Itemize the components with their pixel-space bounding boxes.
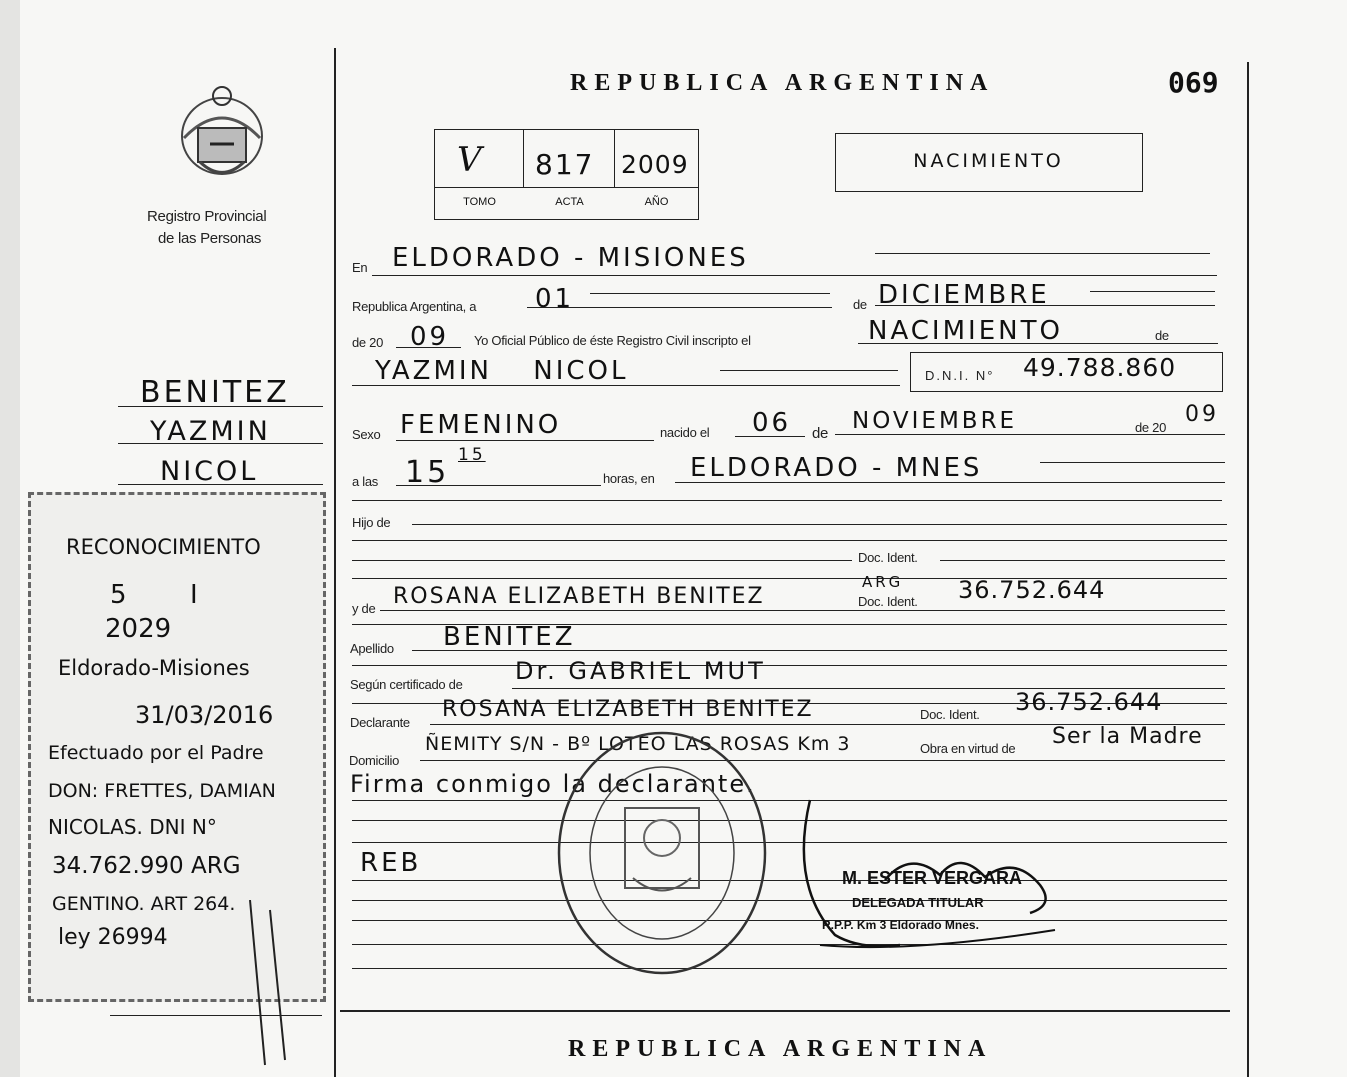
rule <box>875 305 1215 306</box>
page-left-edge <box>0 0 20 1077</box>
value-domicilio: ÑEMITY S/N - Bº LOTEO LAS ROSAS Km 3 <box>425 733 851 755</box>
folio-number: 069 <box>1168 66 1219 99</box>
country-header: REPUBLICA ARGENTINA <box>570 70 995 96</box>
margin-note-line3: NICOLAS. DNI N° <box>48 815 217 839</box>
stamp-title: RECONOCIMIENTO <box>66 535 261 559</box>
official-seal <box>555 728 770 978</box>
label-doc-ident-3: Doc. Ident. <box>920 707 980 722</box>
act-type: NACIMIENTO <box>913 150 1064 172</box>
margin-note-line1: Efectuado por el Padre <box>48 742 264 764</box>
rule <box>352 665 1227 666</box>
rule <box>352 540 1227 541</box>
margin-underline <box>118 484 323 485</box>
value-dia: 01 <box>535 284 575 314</box>
margin-firstname-2: NICOL <box>160 456 259 487</box>
label-de-mes: de <box>853 297 867 312</box>
rule <box>835 434 1225 435</box>
value-madre-nac: ARG <box>862 573 904 591</box>
stamp-lugar: Eldorado-Misiones <box>58 656 250 680</box>
rule <box>396 440 654 441</box>
signature-office: R.P.P. Km 3 Eldorado Mnes. <box>822 918 979 932</box>
page-right-rule <box>1247 62 1249 1077</box>
acta-label: ACTA <box>555 196 584 208</box>
stamp-acta: 2029 <box>105 614 172 644</box>
rule <box>340 1010 1230 1012</box>
margin-surname: BENITEZ <box>140 375 290 410</box>
label-domicilio: Domicilio <box>349 753 400 768</box>
value-firma: Firma conmigo la declarante. <box>350 770 756 798</box>
label-de-20-b: de 20 <box>1135 420 1167 435</box>
rule <box>420 760 1225 761</box>
rule <box>720 370 898 371</box>
label-obra: Obra en virtud de <box>920 741 1016 756</box>
registry-line1: Registro Provincial <box>147 208 267 225</box>
label-a-las: a las <box>352 474 378 489</box>
rule <box>352 560 852 561</box>
label-de-after: de <box>1155 328 1169 343</box>
rule <box>352 500 1222 501</box>
label-de-mes2: de <box>812 425 829 442</box>
ano-label: AÑO <box>644 196 669 208</box>
margin-rule <box>334 48 336 1077</box>
value-lugar-nac: ELDORADO - MNES <box>690 453 983 483</box>
value-dni: 49.788.860 <box>1023 353 1177 382</box>
value-rubrica: REB <box>360 848 422 878</box>
value-madre-doc: 36.752.644 <box>958 576 1106 604</box>
rule <box>940 560 1225 561</box>
margin-firstname-1: YAZMIN <box>150 416 271 447</box>
rule <box>396 347 461 348</box>
value-madre: ROSANA ELIZABETH BENITEZ <box>393 584 765 609</box>
rule <box>590 293 830 294</box>
margin-underline <box>118 443 323 444</box>
label-declarante: Declarante <box>350 715 410 730</box>
value-declarante: ROSANA ELIZABETH BENITEZ <box>442 697 814 722</box>
label-y-de: y de <box>352 601 376 616</box>
label-sexo: Sexo <box>352 427 381 442</box>
value-hora-min: 15 <box>458 445 486 465</box>
value-virtud: Ser la Madre <box>1052 724 1203 749</box>
rule <box>875 253 1210 254</box>
label-segun: Según certificado de <box>350 677 463 692</box>
registry-line2: de las Personas <box>158 230 262 247</box>
country-footer: REPUBLICA ARGENTINA <box>568 1036 993 1062</box>
label-dni: D.N.I. N° <box>925 368 995 383</box>
value-anio: 09 <box>410 322 450 352</box>
rule <box>675 482 1225 483</box>
value-apellido: BENITEZ <box>443 622 576 652</box>
rule <box>380 610 1225 611</box>
stamp-fecha: 31/03/2016 <box>135 701 274 729</box>
dni-box <box>910 352 1223 392</box>
rule <box>858 343 1218 344</box>
margin-note-line5: GENTINO. ART 264. <box>52 893 236 915</box>
stamp-libro: I <box>190 580 198 610</box>
value-hora: 15 <box>405 455 450 490</box>
signature-role: DELEGADA TITULAR <box>852 895 984 910</box>
label-republica: Republica Argentina, a <box>352 299 477 314</box>
value-acto: NACIMIENTO <box>868 316 1063 346</box>
signature-name: M. ESTER VERGARA <box>842 868 1023 888</box>
acta-value: 817 <box>535 148 595 181</box>
rule <box>412 524 1227 525</box>
act-type-box <box>835 133 1143 192</box>
label-horas-en: horas, en <box>603 471 655 486</box>
label-hijo-de: Hijo de <box>352 515 391 530</box>
coat-of-arms <box>170 78 275 188</box>
tomo-value: V <box>457 140 482 180</box>
rule <box>1090 291 1215 292</box>
value-mes: DICIEMBRE <box>878 280 1050 310</box>
record-id-grid <box>434 129 699 220</box>
ano-value: 2009 <box>621 150 689 179</box>
rule <box>352 385 900 386</box>
tomo-label: TOMO <box>463 196 496 208</box>
margin-note-line2: DON: FRETTES, DAMIAN <box>48 780 276 802</box>
value-sexo: FEMENINO <box>400 410 562 440</box>
label-doc-ident-1: Doc. Ident. <box>858 550 918 565</box>
rule <box>527 307 832 308</box>
rule <box>352 968 1227 969</box>
margin-underline <box>118 406 323 407</box>
value-nombre: YAZMIN NICOL <box>375 356 629 386</box>
rule <box>1040 462 1225 463</box>
label-nacido-el: nacido el <box>660 425 710 440</box>
label-yo-oficial: Yo Oficial Público de éste Registro Civil inscripto el <box>474 333 751 348</box>
stamp-tomo: 5 <box>110 580 127 610</box>
rule <box>372 275 1217 276</box>
margin-note-line4: 34.762.990 ARG <box>52 853 241 879</box>
label-doc-ident-2: Doc. Ident. <box>858 594 918 609</box>
margin-note-line6: ley 26994 <box>58 925 168 950</box>
label-en: En <box>352 260 368 275</box>
rule <box>735 436 805 437</box>
label-apellido: Apellido <box>350 641 394 656</box>
value-nac-anio: 09 <box>1185 402 1219 427</box>
value-lugar: ELDORADO - MISIONES <box>392 243 749 273</box>
value-certificado: Dr. GABRIEL MUT <box>515 657 766 685</box>
value-declarante-doc: 36.752.644 <box>1015 688 1163 716</box>
value-nac-mes: NOVIEMBRE <box>852 408 1018 434</box>
margin-signature-stroke <box>240 900 300 1070</box>
label-de-20: de 20 <box>352 335 384 350</box>
value-nac-dia: 06 <box>752 408 792 438</box>
rule <box>412 650 1227 651</box>
rule <box>396 485 601 486</box>
